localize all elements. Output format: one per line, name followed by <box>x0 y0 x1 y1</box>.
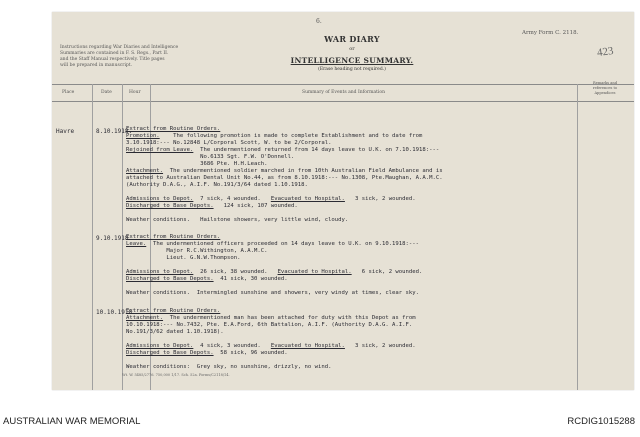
entry-line: attached to Australian Dental Unit No.44, as from 8.10.1918:--- No.1308, Pte.Maughan, A.A.M.C. <box>126 175 443 181</box>
entry-line: Lieut. G.N.W.Thompson. <box>126 255 241 261</box>
table-top-rule <box>52 84 634 85</box>
entry-line: Admissions to Depot. 7 sick, 4 wounded. Evacuated to Hospital. 3 sick, 2 wounded. <box>126 196 416 202</box>
entry-line: Attachment. The undermentioned soldier marched in from 10th Australian Field Ambulance and is <box>126 168 443 174</box>
entry-line: Extract from Routine Orders. <box>126 234 221 240</box>
entry-date: 10.10.1918. <box>96 309 136 316</box>
instructions: Instructions regarding War Diaries and Intelligence Summaries are contained in F. S. Regs., Part II. and the Staff Manual respectively. Title pages will be prepared in manuscript. <box>60 45 179 68</box>
credit-left: AUSTRALIAN WAR MEMORIAL <box>3 416 141 427</box>
entry-line <box>126 357 572 364</box>
entry-line: Weather conditions. Intermingled sunshine and showers, very windy at times, clear sky. <box>126 290 419 296</box>
entry-text <box>126 308 572 371</box>
entry-text <box>126 234 572 297</box>
page-number: 6. <box>316 18 322 25</box>
form-number: Army Form C. 2118. <box>522 30 579 36</box>
subtitle: INTELLIGENCE SUMMARY. <box>290 56 414 65</box>
entry-date: 8.10.1918. <box>96 128 133 135</box>
entry-line <box>126 210 572 217</box>
entry-line: Admissions to Depot. 26 sick, 38 wounded. Evacuated to Hospital. 6 sick, 2 wounded. <box>126 269 423 275</box>
entry-line: Extract from Routine Orders. <box>126 308 221 314</box>
entry-line: Weather conditions: Grey sky, no sunshine, drizzly, no wind. <box>126 364 332 370</box>
entry-line: Extract from Routine Orders. <box>126 126 221 132</box>
subtitle-note: (Erase heading not required.) <box>318 67 386 72</box>
entry-line: Discharged to Base Depots. 41 sick, 30 wounded. <box>126 276 288 282</box>
entry-line <box>126 189 572 196</box>
entry-date: 9.10.1918. <box>96 235 133 242</box>
form-print-info: Wt. W. 5485/2776. 750,000 1/17. Sch. 52a. Forms/C2118/14. <box>122 373 230 377</box>
column-header-summary: Summary of Events and Information <box>302 90 385 95</box>
entry-line: 10.10.1918:--- No.7432, Pte. E.A.Ford, 6th Battalion, A.I.F. (Authority D.A.G. A.I.F. <box>126 322 413 328</box>
entry-line: Weather conditions. Hailstone showers, very little wind, cloudy. <box>126 217 349 223</box>
folio-number: 423 <box>596 44 615 60</box>
column-header-place: Place <box>62 90 75 95</box>
entry-line: Promotion. The following promotion is made to complete Establishment and to date from <box>126 133 423 139</box>
column-header-remarks: Remarks and references to Appendices <box>592 81 618 95</box>
entry-line: No.6133 Sgt. F.W. O'Donnell. <box>126 154 295 160</box>
entry-line: 3686 Pte. H.H.Leach. <box>126 161 268 167</box>
column-divider <box>92 84 93 390</box>
entry-line: Discharged to Base Depots. 58 sick, 96 wounded. <box>126 350 288 356</box>
column-divider <box>577 84 578 390</box>
entry-line: Admissions to Depot. 4 sick, 3 wounded. Evacuated to Hospital. 3 sick, 2 wounded. <box>126 343 416 349</box>
entry-line: Major R.C.Withington, A.A.M.C. <box>126 248 268 254</box>
entry-line: No.191/3/62 dated 1.10.1918). <box>126 329 224 335</box>
entry-line <box>126 336 572 343</box>
entry-line: Leave. The undermentioned officers proceeded on 14 days leave to U.K. on 9.10.1918:--- <box>126 241 420 247</box>
place-cell: Havre <box>56 128 75 135</box>
column-header-hour: Hour <box>129 90 141 95</box>
title: WAR DIARY <box>324 34 380 44</box>
column-header-date: Date <box>101 90 112 95</box>
table-header-rule <box>52 101 634 102</box>
entry-line: (Authority D.A.G., A.I.F. No.191/3/64 dated 1.10.1918. <box>126 182 308 188</box>
entry-line: Attachment. The undermentioned man has been attached for duty with this Depot as from <box>126 315 416 321</box>
entry-line: Rejoined from Leave. The undermentioned returned from 14 days leave to U.K. on 7.10.1918:--- <box>126 147 440 153</box>
credit-right: RCDIG1015288 <box>567 416 635 427</box>
entry-line <box>126 283 572 290</box>
diary-sheet <box>52 12 634 390</box>
entry-line <box>126 262 572 269</box>
title-or: or <box>349 46 355 52</box>
entry-line: 3.10.1918:--- No.12848 L/Corporal Scott, W. to be 2/Corporal. <box>126 140 332 146</box>
entry-line: Discharged to Base Depots. 124 sick, 107 wounded. <box>126 203 298 209</box>
entry-text <box>126 126 572 224</box>
